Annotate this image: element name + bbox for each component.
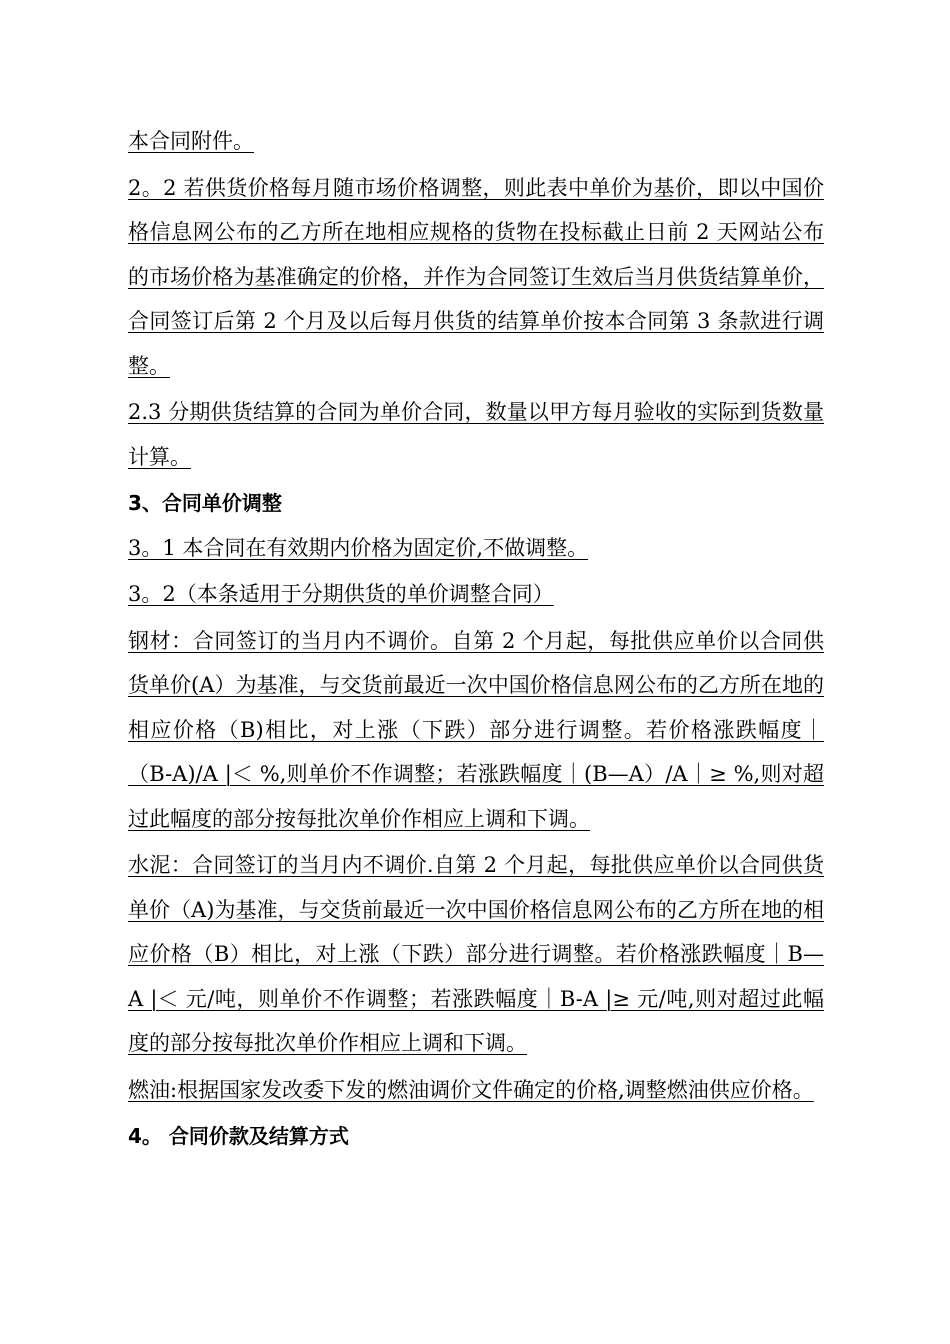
paragraph-text: 2。2 若供货价格每月随市场价格调整，则此表中单价为基价，即以中国价格信息网公布的乙方所在地相应规格的货物在投标截止日前 2 天网站公布的市场价格为基准确定的价格，并作为合同签订生效后当月供货结算单价，合同签订后第 2 个月及以后每月供货的结算单价按本合同第 3 条款进行调整。: [128, 175, 824, 378]
section-heading-4: 4。 合同价款及结算方式: [128, 1124, 349, 1148]
paragraph-fuel: [128, 1068, 824, 1113]
paragraph-cement: [128, 843, 824, 1066]
document-page: [128, 119, 824, 1159]
paragraph-text: 本合同附件。: [128, 129, 254, 153]
paragraph-text: 钢材：合同签订的当月内不调价。自第 2 个月起，每批供应单价以合同供货单价(A）为基准，与交货前最近一次中国价格信息网公布的乙方所在地的相应价格（B)相比，对上涨（下跌）部分进行调整。若价格涨跌幅度｜（B-A)/A |＜ %,则单价不作调整；若涨跌幅度｜(B—A）/A｜≥ %,则对超过此幅度的部分按每批次单价作相应上调和下调。: [128, 628, 824, 831]
paragraph-3-1: [128, 526, 824, 571]
paragraph-text: 燃油:根据国家发改委下发的燃油调价文件确定的价格,调整燃油供应价格。: [128, 1077, 814, 1102]
paragraph-3-2: [128, 572, 824, 617]
section-heading-3: 3、合同单价调整: [128, 491, 282, 515]
paragraph-text: 2.3 分期供货结算的合同为单价合同，数量以甲方每月验收的实际到货数量计算。: [128, 400, 824, 469]
paragraph-2-3: [128, 390, 824, 479]
paragraph-2-2: [128, 166, 824, 389]
paragraph-text: 水泥：合同签订的当月内不调价.自第 2 个月起，每批供应单价以合同供货单价（A)为基准，与交货前最近一次中国价格信息网公布的乙方所在地的相应价格（B）相比，对上涨（下跌）部分进行调整。若价格涨跌幅度｜B—A |＜ 元/吨，则单价不作调整；若涨跌幅度｜B-A |≥ 元/吨,则对超过此幅度的部分按每批次单价作相应上调和下调。: [128, 853, 824, 1055]
paragraph-attachment: [128, 119, 824, 164]
paragraph-steel: [128, 619, 824, 842]
paragraph-text: 3。1 本合同在有效期内价格为固定价,不做调整。: [128, 535, 589, 560]
paragraph-text: 3。2（本条适用于分期供货的单价调整合同）: [128, 582, 554, 606]
